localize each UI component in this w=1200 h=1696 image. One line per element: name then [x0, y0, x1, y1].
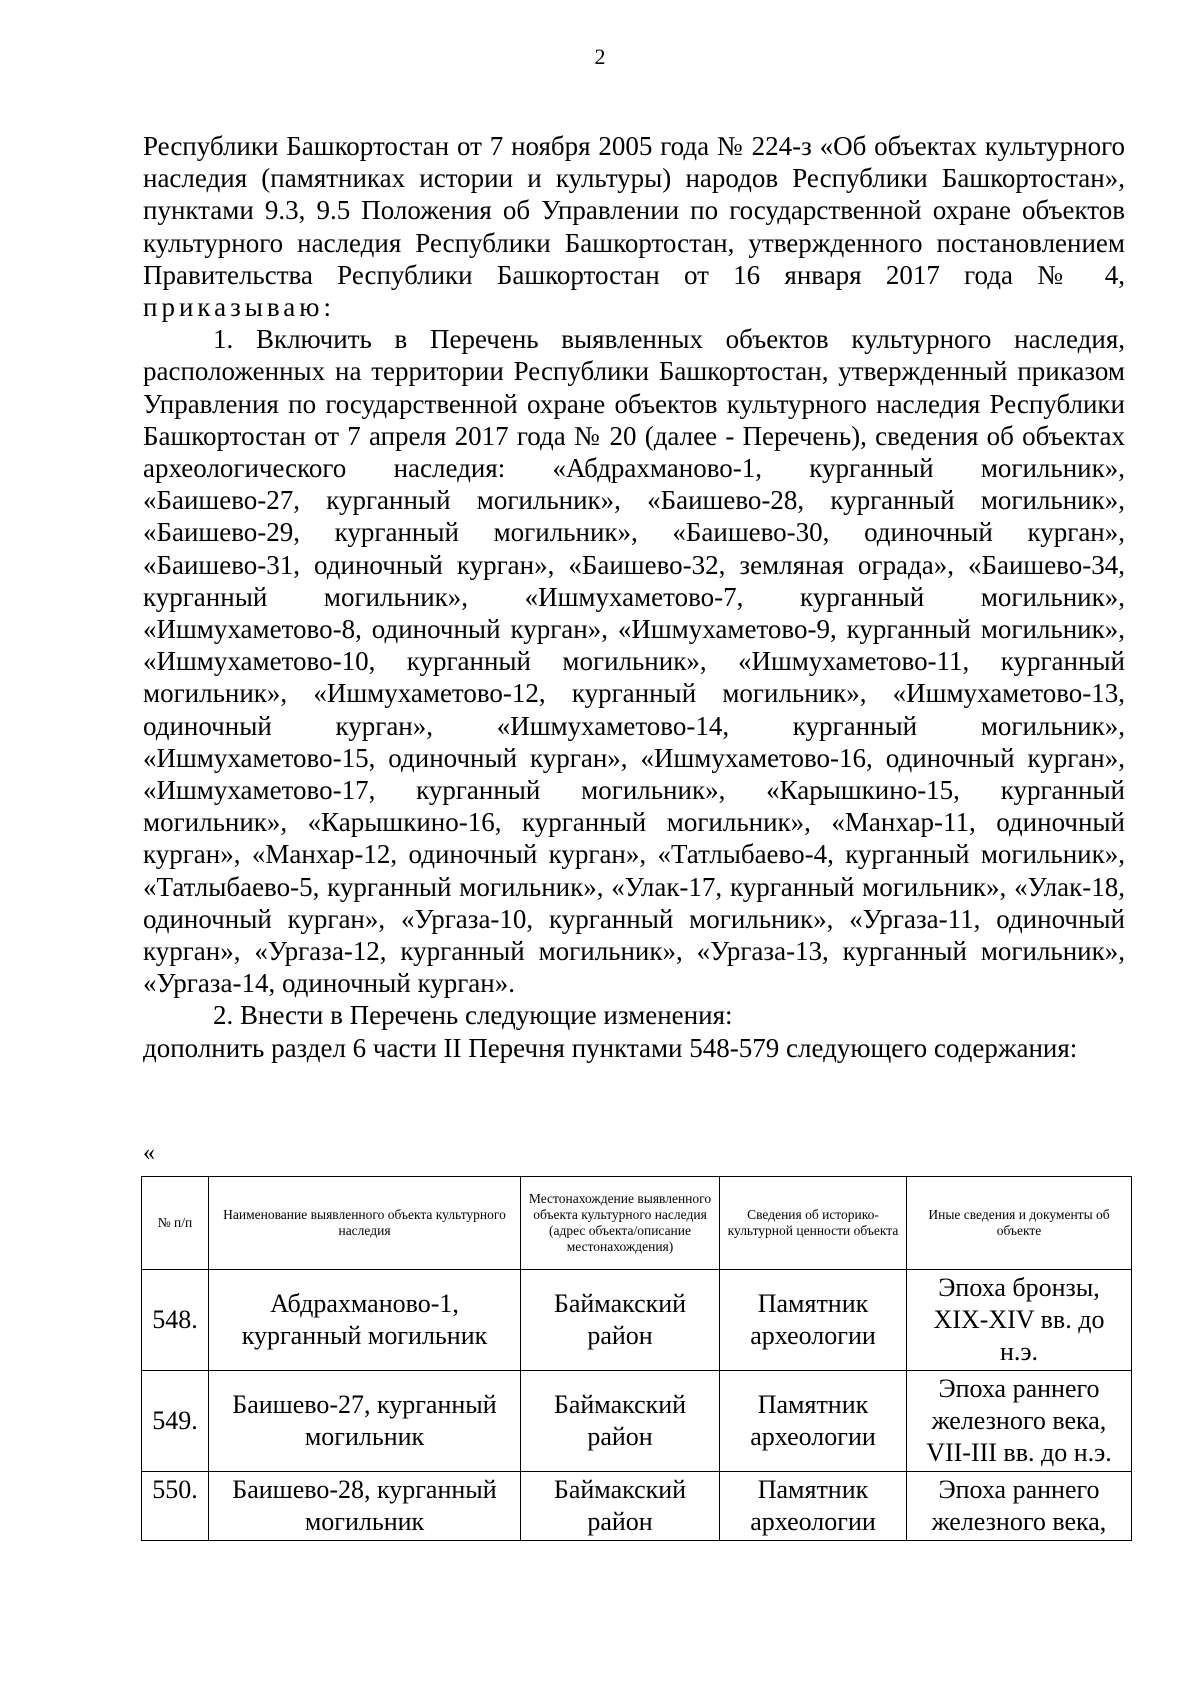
table-open-quote: « [143, 1140, 155, 1166]
header-other-info: Иные сведения и документы об объекте [907, 1177, 1132, 1270]
cell-location: Баймакский район [521, 1472, 720, 1541]
cell-object-name: Баишево-28, курганный могильник [209, 1472, 521, 1541]
cell-number: 548. [142, 1270, 209, 1371]
intro-paragraph [143, 130, 1125, 323]
cell-other-info: Эпоха раннего железного века, [907, 1472, 1132, 1541]
cell-number: 549. [142, 1371, 209, 1472]
table-header-row [142, 1177, 1132, 1270]
item-2-paragraph: 2. Внести в Перечень следующие изменения: [213, 1000, 733, 1031]
page-number: 2 [594, 44, 606, 69]
cell-cultural-value: Памятник археологии [720, 1472, 907, 1541]
heritage-objects-table [141, 1176, 1132, 1541]
header-number: № п/п [142, 1177, 209, 1270]
cell-cultural-value: Памятник археологии [720, 1270, 907, 1371]
item-1-paragraph: 1. Включить в Перечень выявленных объектов культурного наследия, расположенных на территории Республики Башкортостан, утвержденный приказом Управления по государственной охране объектов культурного наследия Республики Башкортостан от 7 апреля 2017 года № 20 (далее - Перечень), сведения об объектах археологического наследия: «Абдрахманово-1, курганный могильник», «Баишево-27, курганный могильник», «Баишево-28, курганный могильник», «Баишево-29, курганный могильник», «Баишево-30, одиночный курган», «Баишево-31, одиночный курган», «Баишево-32, земляная ограда», «Баишево-34, курганный могильник», «Ишмухаметово-7, курганный могильник», «Ишмухаметово-8, одиночный курган», «Ишмухаметово-9, курганный могильник», «Ишмухаметово-10, курганный могильник», «Ишмухаметово-11, курганный могильник», «Ишмухаметово-12, курганный могильник», «Ишмухаметово-13, одиночный курган», «Ишмухаметово-14, курганный могильник», «Ишмухаметово-15, одиночный курган», «Ишмухаметово-16, одиночный курган», «Ишмухаметово-17, курганный могильник», «Карышкино-15, курганный могильник», «Карышкино-16, курганный могильник», «Манхар-11, одиночный курган», «Манхар-12, одиночный курган», «Татлыбаево-4, курганный могильник», «Татлыбаево-5, курганный могильник», «Улак-17, курганный могильник», «Улак-18, одиночный курган», «Ургаза-10, курганный могильник», «Ургаза-11, одиночный курган», «Ургаза-12, курганный могильник», «Ургаза-13, курганный могильник», «Ургаза-14, одиночный курган». [143, 324, 1125, 999]
intro-text: Республики Башкортостан от 7 ноября 2005 года № 224-з «Об объектах культурного наследия (памятниках истории и культуры) народов Республики Башкортостан», пунктами 9.3, 9.5 Положения об Управлении по государственной охране объектов культурного наследия Республики Башкортостан, утвержденного постановлением Правительства Республики Башкортостан от 16 января 2017 года № 4, [143, 131, 1125, 290]
cell-location: Баймакский район [521, 1371, 720, 1472]
cell-other-info: Эпоха бронзы, XIX-XIV вв. до н.э. [907, 1270, 1132, 1371]
cell-other-info: Эпоха раннего железного века, VII-III вв. до н.э. [907, 1371, 1132, 1472]
header-cultural-value: Сведения об историко-культурной ценности объекта [720, 1177, 907, 1270]
cell-object-name: Абдрахманово-1, курганный могильник [209, 1270, 521, 1371]
table-row [142, 1270, 1132, 1371]
header-object-name: Наименование выявленного объекта культурного наследия [209, 1177, 521, 1270]
cell-cultural-value: Памятник археологии [720, 1371, 907, 1472]
cell-location: Баймакский район [521, 1270, 720, 1371]
cell-object-name: Баишево-27, курганный могильник [209, 1371, 521, 1472]
table-row [142, 1472, 1132, 1541]
cell-number: 550. [142, 1472, 209, 1541]
table-row [142, 1371, 1132, 1472]
header-location: Местонахождение выявленного объекта культурного наследия (адрес объекта/описание местонахождения) [521, 1177, 720, 1270]
order-word: приказываю: [143, 292, 335, 323]
document-body [143, 130, 1125, 1064]
item-2-detail-paragraph: дополнить раздел 6 части II Перечня пунктами 548-579 следующего содержания: [143, 1032, 1078, 1063]
